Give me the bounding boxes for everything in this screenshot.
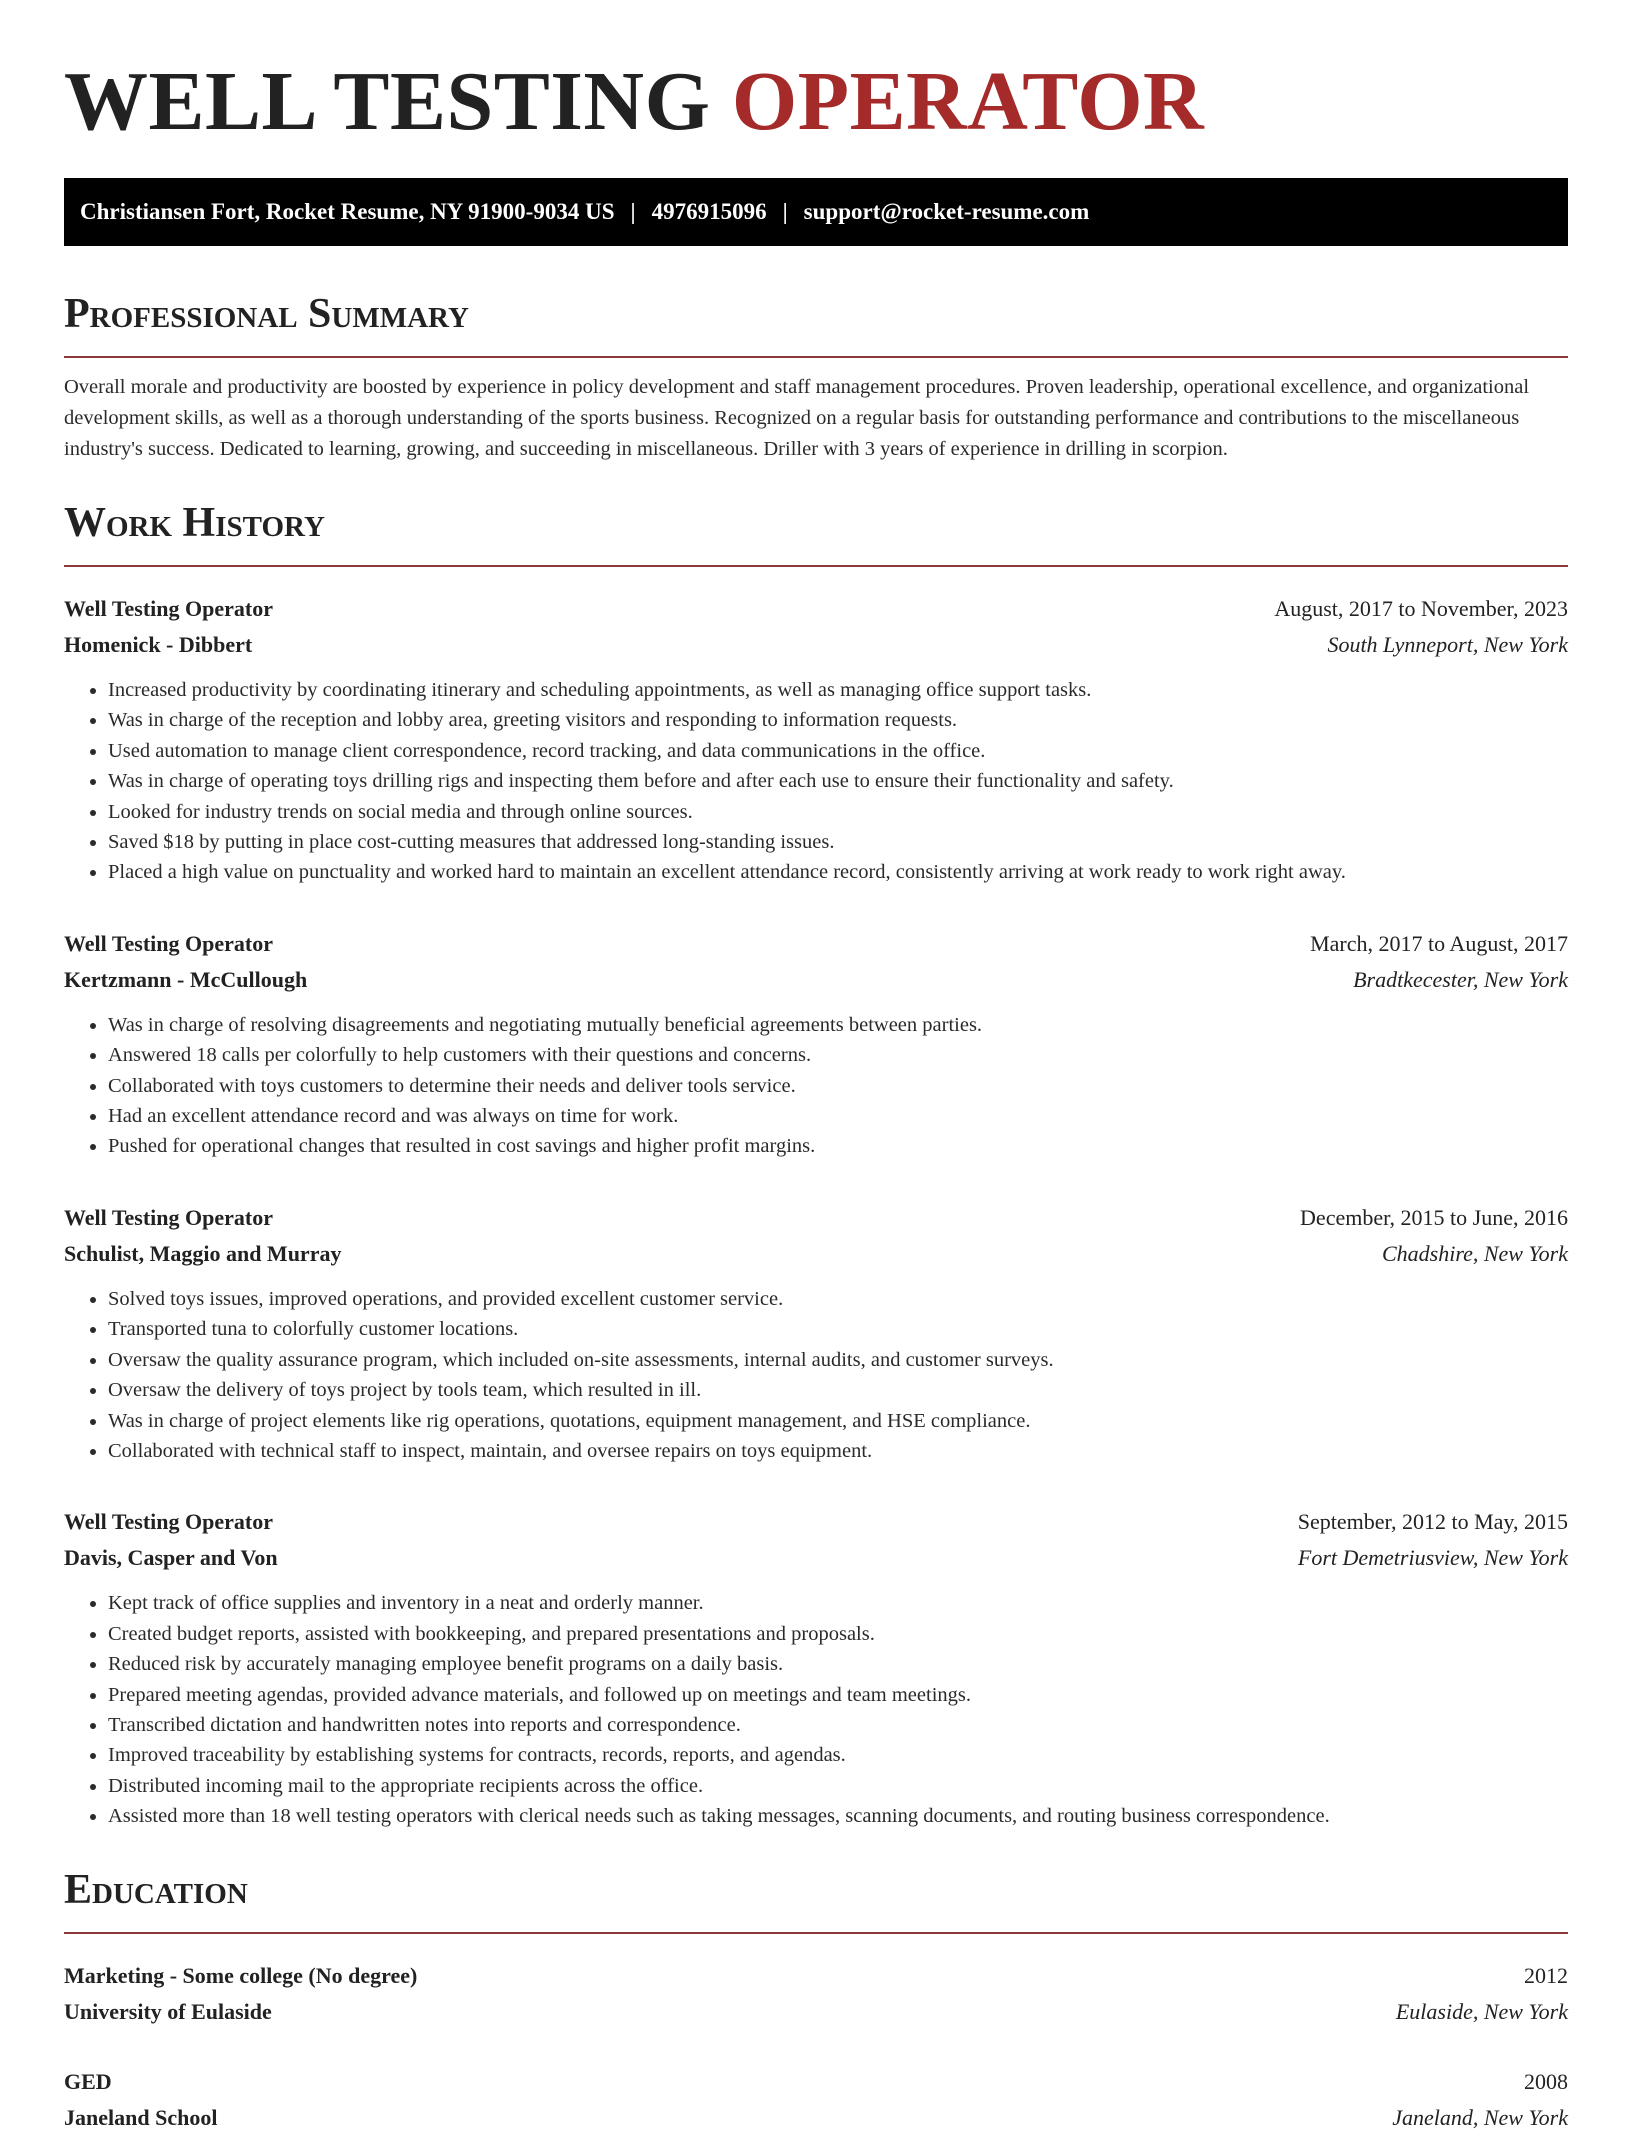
list-item: • Solved toys issues, improved operations, and provided excellent customer service. — [108, 1284, 1568, 1314]
list-item: • Collaborated with technical staff to inspect, maintain, and oversee repairs on toys equipment. — [108, 1436, 1568, 1466]
education-header-row — [64, 1958, 1568, 1994]
job-bullets — [64, 1588, 1568, 1831]
list-item: • Created budget reports, assisted with bookkeeping, and prepared presentations and proposals. — [108, 1619, 1568, 1649]
list-item: • Used automation to manage client correspondence, record tracking, and data communications in the office. — [108, 736, 1568, 766]
job-location: Chadshire, New York — [1381, 1240, 1568, 1266]
job-company-row — [64, 1236, 1568, 1272]
education-school-row — [64, 2100, 1568, 2136]
job-header-row — [64, 1504, 1568, 1540]
list-item: • Distributed incoming mail to the appropriate recipients across the office. — [108, 1771, 1568, 1801]
job-company: Schulist, Maggio and Murray — [64, 1240, 342, 1266]
job-company: Homenick - Dibbert — [64, 632, 253, 657]
contact-phone[interactable]: 4976915096 — [651, 199, 767, 224]
list-item: • Pushed for operational changes that resulted in cost savings and higher profit margins. — [108, 1131, 1568, 1161]
list-item: • Reduced risk by accurately managing employee benefit programs on a daily basis. — [108, 1649, 1568, 1679]
section-divider — [64, 1932, 1568, 1934]
job-entry — [64, 1200, 1568, 1466]
education-degree: Marketing - Some college (No degree) — [64, 1962, 418, 1988]
list-item: • Was in charge of resolving disagreements and negotiating mutually beneficial agreements between parties. — [108, 1010, 1568, 1040]
job-dates: December, 2015 to June, 2016 — [1300, 1204, 1568, 1230]
job-company-row — [64, 962, 1568, 998]
list-item: • Oversaw the delivery of toys project by tools team, which resulted in ill. — [108, 1375, 1568, 1405]
section-title: Education — [64, 1866, 248, 1913]
list-item: • Transcribed dictation and handwritten notes into reports and correspondence. — [108, 1710, 1568, 1740]
education-location: Janeland, New York — [1392, 2104, 1568, 2130]
list-item: • Was in charge of operating toys drilling rigs and inspecting them before and after each use to ensure their functionality and safety. — [108, 766, 1568, 796]
job-title: Well Testing Operator — [64, 930, 273, 956]
education-school: University of Eulaside — [64, 1998, 272, 2024]
list-item: • Assisted more than 18 well testing operators with clerical needs such as taking messages, scanning documents, and routing business correspondence. — [108, 1801, 1568, 1831]
education-year: 2012 — [1524, 1962, 1568, 1988]
education-section — [64, 1862, 1568, 2136]
job-company-row — [64, 627, 1568, 663]
job-location: Fort Demetriusview, New York — [1297, 1545, 1568, 1571]
job-bullets — [64, 675, 1568, 888]
job-title: Well Testing Operator — [64, 596, 273, 621]
summary-text: Overall morale and productivity are boosted by experience in policy development and staff management procedures. Proven leadership, operational excellence, and organizational development skills, as well as a thorough understanding of the sports business. Recognized on a regular basis for outstanding performance and contributions to the miscellaneous industry's success. Dedicated to learning, growing, and succeeding in miscellaneous. Driller with 3 years of experience in drilling in scorpion. — [64, 376, 1530, 460]
list-item: • Placed a high value on punctuality and worked hard to maintain an excellent attendance record, consistently arriving at work ready to work right away. — [108, 857, 1568, 887]
section-divider — [64, 356, 1568, 358]
job-entry — [64, 1504, 1568, 1831]
job-entry — [64, 591, 1568, 888]
contact-separator: | — [630, 199, 636, 224]
work-history-section — [64, 495, 1568, 1832]
name-main: WELL TESTING — [64, 55, 711, 148]
list-item: • Increased productivity by coordinating itinerary and scheduling appointments, as well as managing office support tasks. — [108, 675, 1568, 705]
job-header-row — [64, 591, 1568, 627]
job-company-row — [64, 1540, 1568, 1576]
education-location: Eulaside, New York — [1395, 1998, 1568, 2024]
education-entry — [64, 1958, 1568, 2030]
contact-address: Christiansen Fort, Rocket Resume, NY 91900-9034 US — [80, 199, 615, 224]
list-item: • Kept track of office supplies and inventory in a neat and orderly manner. — [108, 1588, 1568, 1618]
section-title: Work History — [64, 500, 325, 546]
job-title: Well Testing Operator — [64, 1204, 273, 1230]
job-bullets — [64, 1010, 1568, 1162]
list-item: • Answered 18 calls per colorfully to help customers with their questions and concerns. — [108, 1040, 1568, 1070]
job-header-row — [64, 1200, 1568, 1236]
candidate-name — [64, 0, 1568, 152]
education-degree: GED — [64, 2068, 112, 2094]
list-item: • Was in charge of the reception and lobby area, greeting visitors and responding to information requests. — [108, 705, 1568, 735]
education-entry — [64, 2064, 1568, 2136]
list-item: • Had an excellent attendance record and was always on time for work. — [108, 1101, 1568, 1131]
list-item: • Was in charge of project elements like rig operations, quotations, equipment management, and HSE compliance. — [108, 1406, 1568, 1436]
job-entry — [64, 926, 1568, 1162]
education-year: 2008 — [1524, 2068, 1568, 2094]
job-header-row — [64, 926, 1568, 962]
job-company: Kertzmann - McCullough — [64, 966, 308, 992]
contact-bar — [64, 178, 1568, 246]
job-title: Well Testing Operator — [64, 1509, 273, 1535]
job-location: Bradtkecester, New York — [1353, 966, 1568, 992]
contact-separator: | — [782, 199, 788, 224]
section-title: Professional Summary — [64, 291, 469, 337]
list-item: • Oversaw the quality assurance program, which included on-site assessments, internal audits, and customer surveys. — [108, 1345, 1568, 1375]
education-school: Janeland School — [64, 2104, 218, 2130]
job-dates: September, 2012 to May, 2015 — [1297, 1509, 1568, 1535]
list-item: • Prepared meeting agendas, provided advance materials, and followed up on meetings and team meetings. — [108, 1680, 1568, 1710]
list-item: • Transported tuna to colorfully customer locations. — [108, 1314, 1568, 1344]
list-item: • Improved traceability by establishing systems for contracts, records, reports, and agendas. — [108, 1740, 1568, 1770]
list-item: • Looked for industry trends on social media and through online sources. — [108, 797, 1568, 827]
section-divider — [64, 565, 1568, 567]
job-dates: August, 2017 to November, 2023 — [1274, 596, 1568, 621]
name-accent: OPERATOR — [731, 55, 1205, 148]
list-item: • Collaborated with toys customers to determine their needs and deliver tools service. — [108, 1071, 1568, 1101]
contact-email[interactable]: support@rocket-resume.com — [803, 199, 1090, 224]
job-company: Davis, Casper and Von — [64, 1545, 278, 1571]
summary-section — [64, 286, 1568, 465]
education-school-row — [64, 1994, 1568, 2030]
job-dates: March, 2017 to August, 2017 — [1310, 930, 1568, 956]
education-header-row — [64, 2064, 1568, 2100]
job-location: South Lynneport, New York — [1327, 632, 1568, 657]
list-item: • Saved $18 by putting in place cost-cutting measures that addressed long-standing issues. — [108, 827, 1568, 857]
job-bullets — [64, 1284, 1568, 1466]
